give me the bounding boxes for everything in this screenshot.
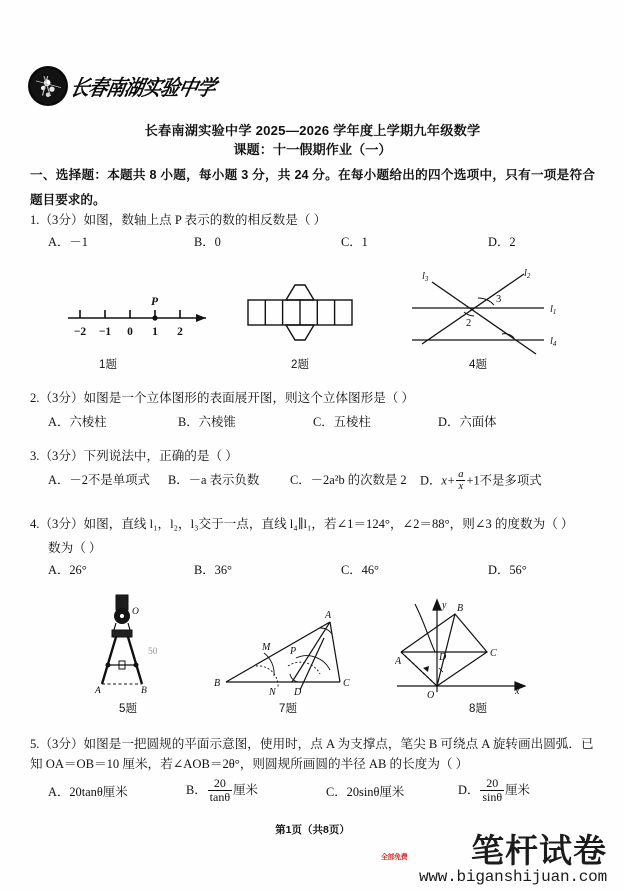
- svg-text:C: C: [490, 648, 497, 659]
- question-4-options: [48, 560, 618, 578]
- q4-option-a[interactable]: A．26°: [48, 563, 87, 577]
- q5-option-b-fraction: $\frac{20}{\tan\theta}$: [209, 776, 231, 804]
- svg-text:l3: l3: [422, 271, 429, 283]
- section-instruction: 一、选择题：本题共 8 小题，每小题 3 分，共 24 分。在每小题给出的四个选项中，只有一项是符合题目要求的。: [30, 168, 595, 207]
- q5-option-d-unit: 厘米: [505, 782, 530, 797]
- page-number-footer: 第1页（共8页）: [275, 824, 350, 836]
- question-3-options: [48, 470, 618, 493]
- svg-text:50: 50: [148, 647, 158, 657]
- q3-option-d-label: D．: [420, 473, 442, 488]
- svg-text:C: C: [343, 678, 350, 689]
- q4-option-b[interactable]: B．36°: [194, 563, 233, 577]
- page-title: 长春南湖实验中学 2025—2026 学年度上学期九年级数学: [144, 123, 481, 138]
- q2-option-d[interactable]: D．六面体: [438, 415, 497, 429]
- school-seal-icon: [28, 66, 68, 106]
- question-4-stem-line2: 数为（ ）: [48, 541, 102, 555]
- figure-coordinate-rhombus: [395, 594, 565, 702]
- svg-text:l2: l2: [524, 268, 531, 280]
- svg-text:x: x: [515, 686, 520, 697]
- q3-option-a[interactable]: A．－2不是单项式: [48, 473, 150, 487]
- figure-5-caption: 5题: [119, 703, 137, 715]
- figure-triangle-construction: [212, 600, 382, 700]
- svg-text:3: 3: [496, 294, 502, 305]
- svg-text:P: P: [290, 646, 297, 657]
- q5-option-c[interactable]: C．20sinθ厘米: [326, 785, 405, 800]
- svg-text:l4: l4: [550, 336, 557, 348]
- q3-text: 下列说法中，正确的是（ ）: [83, 449, 238, 463]
- q1-option-d[interactable]: D．2: [488, 235, 516, 249]
- question-1-options: [48, 232, 618, 250]
- q5-option-d-label: D．: [458, 782, 480, 797]
- svg-text:B: B: [457, 603, 464, 614]
- q1-option-a[interactable]: A．－1: [48, 235, 88, 249]
- watermark-free-badge: 全部免费: [381, 854, 408, 861]
- svg-text:B: B: [141, 686, 147, 696]
- q1-score: （3分）: [39, 213, 84, 227]
- school-logo-text: 长春南湖实验中学: [68, 76, 218, 100]
- figure-2-caption: 2题: [291, 359, 309, 371]
- q5-option-b-label: B．: [186, 782, 207, 797]
- q1-number: 1.: [30, 213, 40, 227]
- svg-text:2: 2: [177, 326, 183, 338]
- svg-text:y: y: [442, 600, 447, 611]
- watermark-brand: 笔杆试卷: [471, 832, 607, 869]
- svg-text:A: A: [395, 656, 402, 667]
- q1-text: 如图，数轴上点 P 表示的数的相反数是（ ）: [83, 213, 327, 227]
- q3-option-d-fraction: $\frac{a}{x}$: [458, 469, 464, 493]
- question-4-stem: [30, 512, 600, 536]
- q4-score: （3分）: [39, 517, 84, 531]
- q5-option-a[interactable]: A．20tanθ厘米: [48, 785, 128, 800]
- q3-number: 3.: [30, 449, 40, 463]
- q5-text: 如图是一把圆规的平面示意图，使用时，点 A 为支撑点，笔尖 B 可绕点 A 旋转画出圆弧．已: [83, 737, 594, 751]
- svg-text:O: O: [132, 607, 139, 617]
- q4-option-c[interactable]: C．46°: [341, 563, 380, 577]
- svg-text:N: N: [269, 687, 276, 698]
- svg-text:0: 0: [127, 326, 133, 338]
- q1-option-c[interactable]: C．1: [341, 235, 368, 249]
- svg-text:B: B: [214, 678, 221, 689]
- q3-option-d-lead: x+: [441, 473, 456, 488]
- question-2-options: [48, 412, 618, 430]
- q1-option-b[interactable]: B．0: [194, 235, 221, 249]
- svg-text:P: P: [151, 296, 159, 308]
- watermark-url: www.biganshijuan.com: [418, 868, 607, 886]
- figure-number-line: [58, 288, 218, 346]
- question-1-stem: [30, 208, 600, 232]
- q5-option-b-unit: 厘米: [233, 782, 258, 797]
- svg-text:A: A: [95, 686, 101, 696]
- svg-text:D: D: [294, 687, 302, 698]
- question-3-stem: [30, 444, 600, 468]
- svg-text:M: M: [262, 642, 271, 653]
- svg-text:D: D: [439, 652, 447, 663]
- q4-option-d[interactable]: D．56°: [488, 563, 527, 577]
- question-5-stem-line2: 知 OA＝OB＝10 厘米，若∠AOB＝2θ°，则圆规所画圆的半径 AB 的长度为（ ）: [30, 757, 469, 771]
- figure-intersecting-lines: [404, 264, 589, 356]
- svg-text:−2: −2: [73, 326, 87, 338]
- q4-text: 如图，直线 l₁，l₂，l₃交于一点，直线 l₄∥l₁，若∠1＝124°，∠2＝88°，则∠3 的度数为（ ）: [83, 517, 574, 531]
- watermark: [377, 834, 607, 886]
- q5-option-b[interactable]: [186, 778, 326, 804]
- q2-score: （3分）: [39, 391, 84, 405]
- svg-text:l1: l1: [550, 304, 557, 316]
- svg-text:−1: −1: [98, 326, 112, 338]
- svg-text:1: 1: [152, 326, 158, 338]
- q5-option-d[interactable]: [458, 778, 530, 804]
- q3-option-d[interactable]: [420, 470, 542, 493]
- q5-number: 5.: [30, 737, 40, 751]
- q3-score: （3分）: [39, 449, 84, 463]
- q3-option-d-tail: +1不是多项式: [466, 473, 542, 488]
- figure-7-caption: 7题: [279, 703, 297, 715]
- svg-text:2: 2: [466, 318, 472, 329]
- q5-score: （3分）: [39, 737, 84, 751]
- question-2-stem: [30, 386, 600, 410]
- q2-text: 如图是一个立体图形的表面展开图，则这个立体图形是（ ）: [83, 391, 415, 405]
- q2-number: 2.: [30, 391, 40, 405]
- school-logo: [28, 66, 218, 106]
- q4-number: 4.: [30, 517, 40, 531]
- question-5-options: [48, 778, 618, 804]
- q3-option-c[interactable]: C．－2a²b 的次数是 2: [290, 473, 407, 487]
- figure-8-caption: 8题: [469, 703, 487, 715]
- q2-option-c[interactable]: C．五棱柱: [313, 415, 371, 429]
- q3-option-b[interactable]: B．－a 表示负数: [168, 473, 260, 487]
- figure-compass: [78, 592, 188, 697]
- figure-1-caption: 1题: [99, 359, 117, 371]
- figure-4-caption: 4题: [469, 359, 487, 371]
- q2-option-a[interactable]: A．六棱柱: [48, 415, 107, 429]
- svg-text:O: O: [427, 690, 435, 701]
- svg-text:A: A: [325, 610, 332, 621]
- q2-option-b[interactable]: B．六棱锥: [178, 415, 236, 429]
- q5-option-d-fraction: $\frac{20}{\sin\theta}$: [482, 776, 503, 804]
- page-subtitle: 课题：十一假期作业（一）: [233, 142, 392, 157]
- figure-prism-net: [240, 270, 360, 355]
